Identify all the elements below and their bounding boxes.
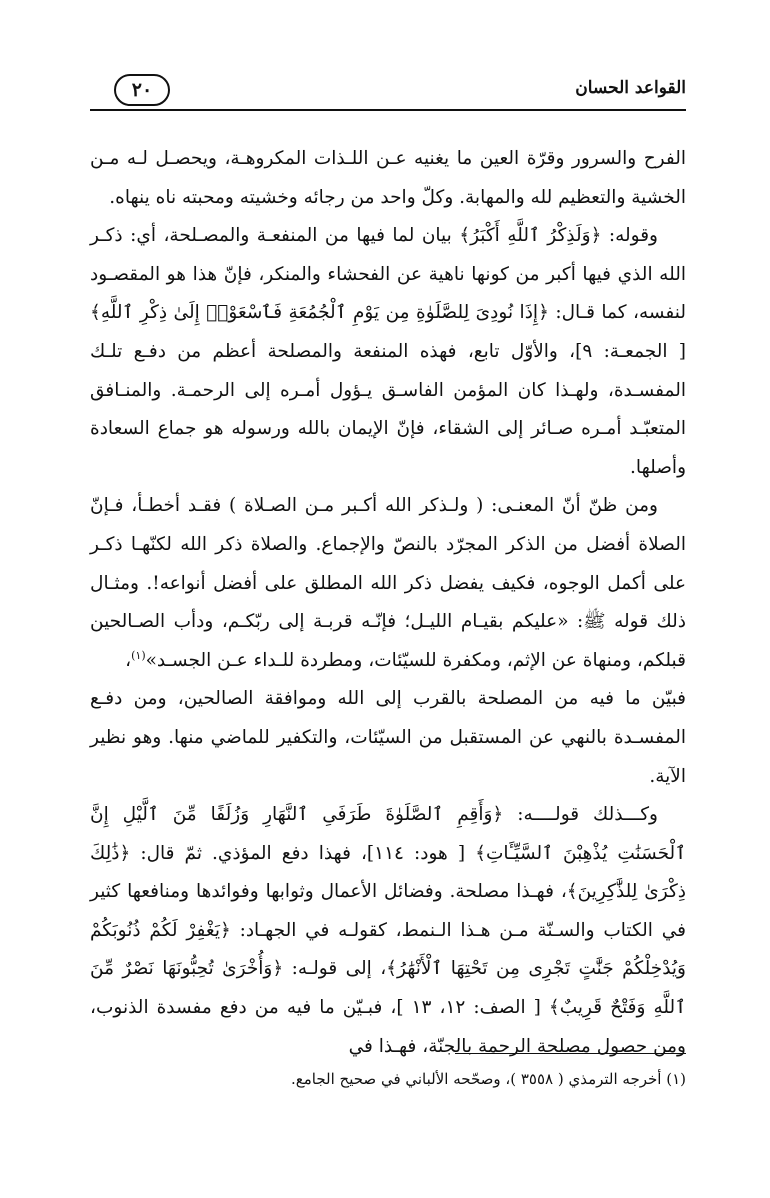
- footnote-separator: [455, 1053, 686, 1054]
- paragraph-1: الفرح والسرور وقرّة العين ما يغنيه عـن اللـذات المكروهـة، ويحصـل لـه مـن الخشية والتعظيم لله والمهابة. وكلّ واحد من رجائه وخشيته ومحبته ناه ينهاه.: [90, 148, 686, 208]
- running-header: [90, 72, 686, 112]
- page-number: ٢٠: [114, 74, 170, 106]
- paragraph-3: ومن ظنّ أنّ المعنـى: ( ولـذكر الله أكـبر مـن الصـلاة ) فقـد أخطـأ، فـإنّ الصلاة أفضل من الذكر المجرّد بالنصّ والإجماع. والصلاة ذكر الله لكنّهـا ذكـر على أكمل الوجوه، فكيف يفضل ذكر الله المطلق على أفضل أنواعه!. ومثـال ذلك قوله ﷺ: «عليكم بقيـام الليـل؛ فإنّـه قربـة إلى ربّكـم، ودأب الصـالحين قبلكم، ومنهاة عن الإثم، ومكفرة للسيّئات، ومطردة للـداء عـن الجسـد»$^{(١)}$،: [90, 495, 686, 671]
- footnote: (١) أخرجه الترمذي ( ٣٥٥٨ )، وصحّحه الألباني في صحيح الجامع.: [291, 1070, 686, 1088]
- paragraph-5: وكـــذلك قولــــه: ﴿وَأَقِمِ ٱلصَّلَوٰةَ طَرَفَىِ ٱلنَّهَارِ وَزُلَفًا مِّنَ ٱلَّيْلِ إِنَّ ٱلْحَسَنَٰتِ يُذْهِبْنَ ٱلسَّيِّـَٔاتِ﴾ [ هود: ١١٤]، فهذا دفع المؤذي. ثمّ قال: ﴿ذَٰلِكَ ذِكْرَىٰ لِلذَّٰكِرِينَ﴾، فهـذا مصلحة. وفضائل الأعمال وثوابها وفوائدها ومنافعها كثير في الكتاب والسـنّة مـن هـذا الـنمط، كقولـه في الجهـاد: ﴿يَغْفِرْ لَكُمْ ذُنُوبَكُمْ وَيُدْخِلْكُمْ جَنَّٰتٍ تَجْرِى مِن تَحْتِهَا ٱلْأَنْهَٰرُ﴾، إلى قولـه: ﴿وَأُخْرَىٰ تُحِبُّونَهَا نَصْرٌ مِّنَ ٱللَّهِ وَفَتْحٌ قَرِيبٌ﴾ [ الصف: ١٢، ١٣ ]، فبـيّن ما فيه من دفع مفسدة الذنوب، ومن حصول مصلحة الرحمة بالجنّة، فهـذا في: [90, 804, 687, 1057]
- footnote-reference: (١): [131, 648, 146, 662]
- paragraph-3-text: ومن ظنّ أنّ المعنـى: ( ولـذكر الله أكـبر مـن الصـلاة ) فقـد أخطـأ، فـإنّ الصلاة أفضل من الذكر المجرّد بالنصّ والإجماع. والصلاة ذكر الله لكنّهـا ذكـر على أكمل الوجوه، فكيف يفضل ذكر الله المطلق على أفضل أنواعه!. ومثـال ذلك قوله ﷺ: «عليكم بقيـام الليـل؛ فإنّـه قربـة إلى ربّكـم، ودأب الصـالحين قبلكم، ومنهاة عن الإثم، ومكفرة للسيّئات، ومطردة للـداء عـن الجسـد»: [90, 495, 686, 671]
- paragraph-2: وقوله: ﴿وَلَذِكْرُ ٱللَّهِ أَكْبَرُ﴾ بيان لما فيها من المنفعـة والمصـلحة، أي: ذكـر الله الذي فيها أكبر من كونها ناهية عن الفحشاء والمنكر، فإنّ هذا هو المقصـود لنفسه، كما قـال: ﴿إِذَا نُودِىَ لِلصَّلَوٰةِ مِن يَوْمِ ٱلْجُمُعَةِ فَٱسْعَوْا۟ إِلَىٰ ذِكْرِ ٱللَّهِ﴾[ الجمعـة: ٩]، والأوّل تابع، فهذه المنفعة والمصلحة أعظم من دفـع تلـك المفسـدة، ولهـذا كان المؤمن الفاسـق يـؤول أمـره إلى الرحمـة. والمنـافق المتعبّـد أمـره صـائر إلى الشقاء، فإنّ الإيمان بالله ورسوله هو جماع السعادة وأصلها.: [90, 225, 686, 478]
- main-text: [90, 140, 686, 1066]
- paragraph-4: فبيّن ما فيه من المصلحة بالقرب إلى الله وموافقة الصالحين، ومن دفـع المفسـدة بالنهي عن المستقبل من السيّئات، والتكفير للماضي منها. وهو نظير الآية.: [90, 688, 686, 787]
- header-rule: [90, 109, 686, 111]
- running-title: القواعد الحسان: [575, 78, 686, 98]
